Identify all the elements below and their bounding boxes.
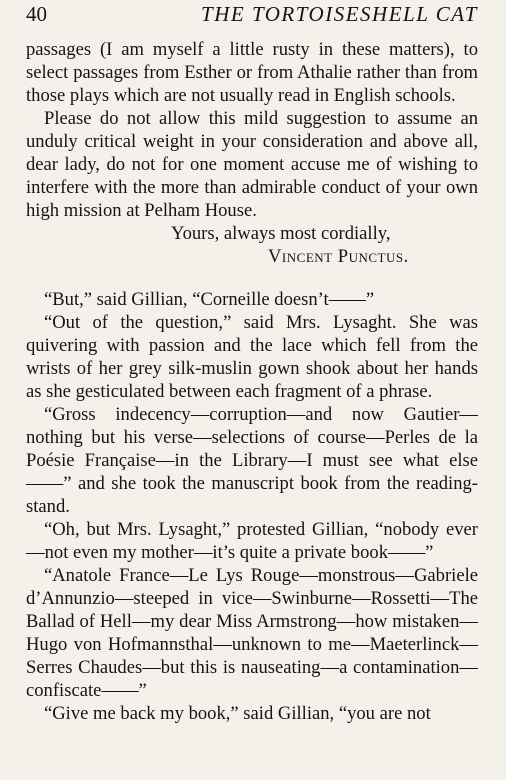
body-paragraph-5 — [26, 564, 478, 702]
body-paragraph-6-text: “Give me back my book,” said Gillian, “you are not — [44, 703, 431, 724]
letter-paragraph-2-text: Please do not allow this mild suggestion to assume an unduly critical weight in your consideration and above all, dear lady, do not for one moment accuse me of wishing to interfere with the more than admirable conduct of your own high mission at Pelham House. — [26, 108, 478, 221]
body-paragraph-4-text: “Oh, but Mrs. Lysaght,” protested Gillian, “nobody ever—not even my mother—it’s quite a private book——” — [26, 519, 478, 563]
page-number: 40 — [26, 2, 47, 26]
body-paragraph-2-text: “Out of the question,” said Mrs. Lysaght. She was quivering with passion and the lace which fell from the wrists of her grey silk-muslin gown shook about her hands as she gesticulated between each fragment of a phrase. — [26, 312, 478, 402]
body-paragraph-6 — [26, 702, 478, 725]
page-header — [26, 0, 478, 38]
body-paragraph-5-text: “Anatole France—Le Lys Rouge—monstrous—Gabriele d’Annunzio—steeped in vice—Swinburne—Rossetti—The Ballad of Hell—my dear Miss Armstrong—how mistaken—Hugo von Hofmannsthal—unknown to me—Maeterlinck—Serres Chaudes—but this is nauseating—a contamination—confiscate——” — [26, 565, 478, 701]
letter-closing — [26, 222, 478, 268]
letter-paragraph-2 — [26, 107, 478, 222]
letter-paragraph-1 — [26, 38, 478, 107]
running-title: THE TORTOISESHELL CAT — [201, 2, 478, 26]
body-paragraph-1 — [26, 288, 478, 311]
body-paragraph-3 — [26, 403, 478, 518]
closing-line: Yours, always most cordially, — [171, 223, 391, 244]
book-page — [26, 0, 478, 725]
letter-paragraph-1-text: passages (I am myself a little rusty in these matters), to select passages from Esther or from Athalie rather than from those plays which are not usually read in English schools. — [26, 39, 478, 106]
body-paragraph-2 — [26, 311, 478, 403]
signature: Vincent Punctus. — [268, 246, 409, 267]
body-paragraph-3-text: “Gross indecency—corruption—and now Gautier—nothing but his verse—selections of course—Perles de la Poésie Française—in the Library—I must see what else——” and she took the manuscript book from the reading-stand. — [26, 404, 478, 517]
body-paragraph-1-text: “But,” said Gillian, “Corneille doesn’t——” — [44, 289, 375, 310]
body-paragraph-4 — [26, 518, 478, 564]
